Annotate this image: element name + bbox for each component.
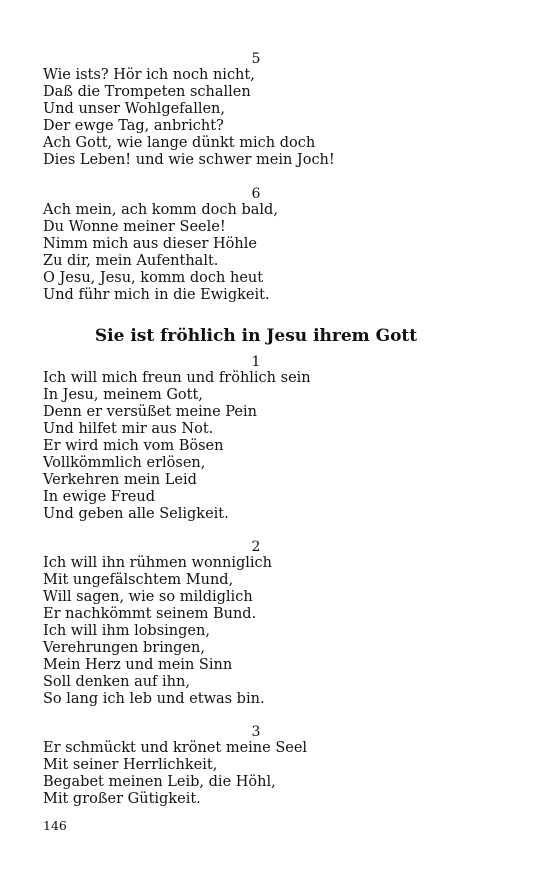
- poem-title: Sie ist fröhlich in Jesu ihrem Gott: [94, 326, 418, 346]
- verse-line: Du Wonne meiner Seele!: [43, 219, 226, 235]
- verse-line: Und hilfet mir aus Not.: [43, 421, 214, 437]
- verse-line: Verkehren mein Leid: [43, 472, 197, 488]
- verse-line: Ich will ihm lobsingen,: [43, 623, 210, 639]
- verse-line: Ich will mich freun und fröhlich sein: [43, 370, 311, 386]
- stanza-number: 6: [251, 186, 261, 202]
- verse-line: Und unser Wohlgefallen,: [43, 101, 225, 117]
- verse-line: O Jesu, Jesu, komm doch heut: [43, 270, 264, 286]
- verse-line: Er nachkömmt seinem Bund.: [43, 606, 257, 622]
- verse-line: Und geben alle Seligkeit.: [43, 506, 229, 522]
- verse-line: Er schmückt und krönet meine Seel: [43, 740, 308, 756]
- verse-line: Vollkömmlich erlösen,: [43, 455, 206, 471]
- stanza: [43, 555, 473, 708]
- verse-line: Daß die Trompeten schallen: [43, 84, 251, 100]
- stanza: [43, 202, 473, 304]
- verse-line: Wie ists? Hör ich noch nicht,: [43, 67, 255, 83]
- verse-line: Zu dir, mein Aufenthalt.: [43, 253, 219, 269]
- verse-line: So lang ich leb und etwas bin.: [43, 691, 265, 707]
- verse-line: Der ewge Tag, anbricht?: [43, 118, 224, 134]
- verse-line: Dies Leben! und wie schwer mein Joch!: [43, 152, 335, 168]
- stanza-number: 2: [251, 539, 261, 555]
- stanza-number: 3: [251, 724, 261, 740]
- page-number: 146: [43, 818, 67, 833]
- verse-line: Mein Herz und mein Sinn: [43, 657, 233, 673]
- verse-line: Ich will ihn rühmen wonniglich: [43, 555, 273, 571]
- stanza: [43, 370, 473, 523]
- verse-line: Verehrungen bringen,: [43, 640, 205, 656]
- verse-line: Mit seiner Herrlichkeit,: [43, 757, 218, 773]
- verse-line: Er wird mich vom Bösen: [43, 438, 224, 454]
- verse-line: Denn er versüßet meine Pein: [43, 404, 257, 420]
- verse-line: Mit ungefälschtem Mund,: [43, 572, 234, 588]
- verse-line: Soll denken auf ihn,: [43, 674, 190, 690]
- verse-line: Nimm mich aus dieser Höhle: [43, 236, 257, 252]
- verse-line: Mit großer Gütigkeit.: [43, 791, 201, 807]
- verse-line: In Jesu, meinem Gott,: [43, 387, 203, 403]
- stanza-number: 5: [251, 51, 261, 67]
- stanza: [43, 67, 473, 169]
- stanza-number: 1: [251, 354, 261, 370]
- verse-line: Ach mein, ach komm doch bald,: [43, 202, 278, 218]
- verse-line: Begabet meinen Leib, die Höhl,: [43, 774, 276, 790]
- verse-line: Und führ mich in die Ewigkeit.: [43, 287, 270, 303]
- stanza: [43, 740, 473, 808]
- verse-line: Will sagen, wie so mildiglich: [43, 589, 253, 605]
- verse-line: Ach Gott, wie lange dünkt mich doch: [43, 135, 316, 151]
- verse-line: In ewige Freud: [43, 489, 155, 505]
